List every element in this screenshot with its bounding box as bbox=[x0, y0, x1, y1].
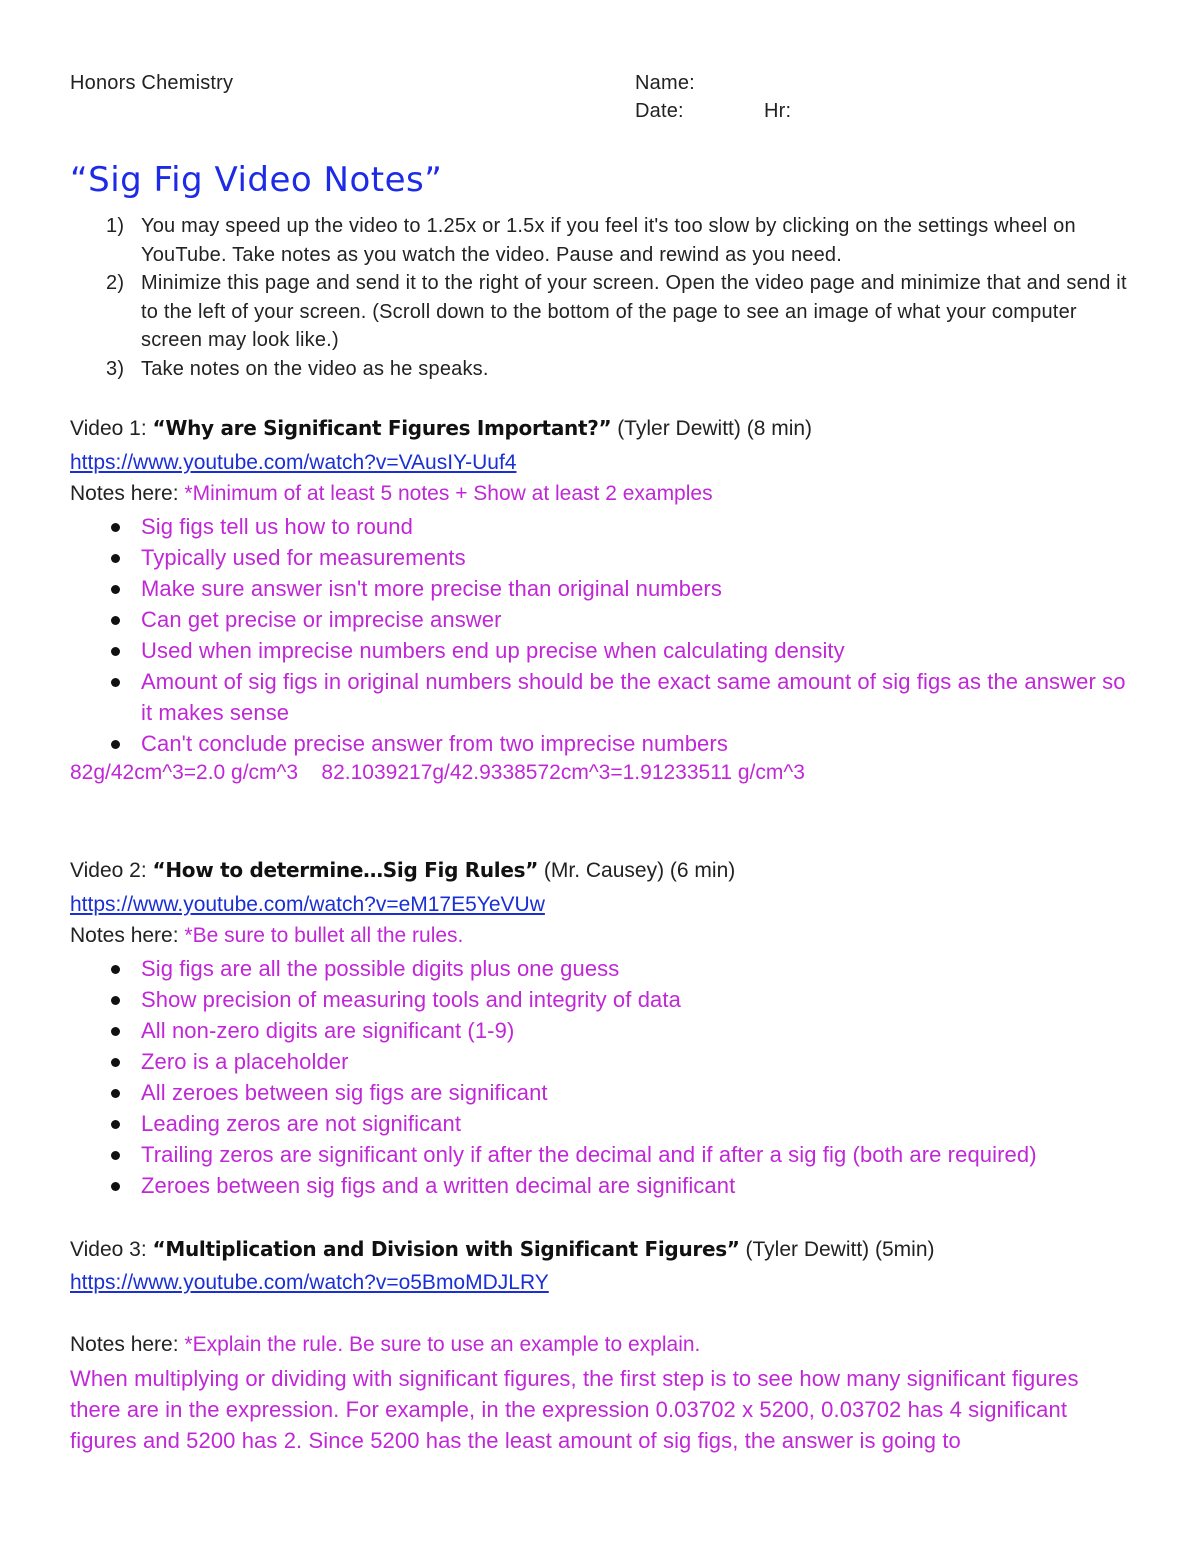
video2-credit: (Mr. Causey) (6 min) bbox=[538, 859, 736, 882]
video3-notes-header bbox=[70, 1333, 700, 1357]
instruction-text: Minimize this page and send it to the right of your screen. Open the video page and minimize that and send it to the left of your screen. (Scroll down to the bottom of the page to see an image of what your computer screen may look like.) bbox=[141, 272, 1127, 351]
list-item bbox=[70, 728, 1140, 759]
note-text: Sig figs tell us how to round bbox=[141, 514, 413, 539]
note-text: Typically used for measurements bbox=[141, 545, 466, 570]
bullet-icon bbox=[111, 1058, 120, 1067]
video2-notes-list bbox=[70, 953, 1140, 1201]
video3-link[interactable]: https://www.youtube.com/watch?v=o5BmoMDJLRY bbox=[70, 1271, 549, 1294]
video1-example: 82g/42cm^3=2.0 g/cm^3 82.1039217g/42.9338572cm^3=1.91233511 g/cm^3 bbox=[70, 761, 805, 784]
date-label: Date: bbox=[635, 100, 684, 122]
note-text: Sig figs are all the possible digits plus one guess bbox=[141, 956, 620, 981]
note-text: Make sure answer isn't more precise than original numbers bbox=[141, 576, 722, 601]
list-item bbox=[70, 511, 1140, 542]
video2-title: “How to determine…Sig Fig Rules” bbox=[152, 858, 539, 882]
bullet-icon bbox=[111, 585, 120, 594]
video2-prefix: Video 2: bbox=[70, 859, 153, 882]
bullet-icon bbox=[111, 965, 120, 974]
video2-link[interactable]: https://www.youtube.com/watch?v=eM17E5YeVUw bbox=[70, 893, 545, 916]
video1-notes-label: Notes here: bbox=[70, 482, 185, 505]
instruction-number: 3) bbox=[106, 357, 125, 380]
list-item bbox=[70, 1170, 1140, 1201]
bullet-icon bbox=[111, 1182, 120, 1191]
video3-heading bbox=[70, 1237, 935, 1262]
note-text: Leading zeros are not significant bbox=[141, 1111, 462, 1136]
instruction-item bbox=[70, 212, 1140, 269]
list-item bbox=[70, 542, 1140, 573]
instruction-item bbox=[70, 269, 1140, 355]
video2-notes-header bbox=[70, 924, 463, 948]
video1-credit: (Tyler Dewitt) (8 min) bbox=[611, 417, 813, 440]
video2-heading bbox=[70, 858, 735, 883]
list-item bbox=[70, 1015, 1140, 1046]
name-label: Name: bbox=[635, 72, 695, 94]
bullet-icon bbox=[111, 1120, 120, 1129]
video2-notes-label: Notes here: bbox=[70, 924, 185, 947]
video3-notes-paragraph: When multiplying or dividing with significant figures, the first step is to see how many significant figures there are in the expression. For example, in the expression 0.03702 x 5200, 0.03702 has 4 significant figures and 5200 has 2. Since 5200 has the least amount of sig figs, the answer is going to bbox=[70, 1366, 1079, 1453]
video2-notes-instruction: *Be sure to bullet all the rules. bbox=[184, 924, 464, 947]
bullet-icon bbox=[111, 1089, 120, 1098]
video1-heading bbox=[70, 416, 812, 441]
video1-link[interactable]: https://www.youtube.com/watch?v=VAusIY-Uuf4 bbox=[70, 451, 517, 474]
list-item bbox=[70, 953, 1140, 984]
instruction-number: 2) bbox=[106, 272, 125, 294]
instruction-text: You may speed up the video to 1.25x or 1.5x if you feel it's too slow by clicking on the settings wheel on YouTube. Take notes as you watch the video. Pause and rewind as you need. bbox=[141, 215, 1076, 266]
list-item bbox=[70, 1139, 1140, 1170]
list-item bbox=[70, 1108, 1140, 1139]
note-text: Zero is a placeholder bbox=[141, 1049, 349, 1074]
hr-label: Hr: bbox=[764, 100, 792, 122]
bullet-icon bbox=[111, 554, 120, 563]
bullet-icon bbox=[111, 996, 120, 1005]
instruction-text: Take notes on the video as he speaks. bbox=[141, 357, 489, 380]
list-item bbox=[70, 573, 1140, 604]
bullet-icon bbox=[111, 523, 120, 532]
video1-notes-instruction: *Minimum of at least 5 notes + Show at least 2 examples bbox=[184, 482, 713, 505]
instruction-item bbox=[70, 355, 1140, 384]
video1-notes-header bbox=[70, 482, 713, 506]
note-text: Used when imprecise numbers end up precise when calculating density bbox=[141, 638, 845, 663]
list-item bbox=[70, 604, 1140, 635]
course-name: Honors Chemistry bbox=[70, 72, 234, 94]
note-text: Can't conclude precise answer from two imprecise numbers bbox=[141, 731, 728, 756]
bullet-icon bbox=[111, 616, 120, 625]
note-text: All zeroes between sig figs are significant bbox=[141, 1080, 548, 1105]
bullet-icon bbox=[111, 678, 120, 687]
page-title: “Sig Fig Video Notes” bbox=[70, 160, 443, 200]
note-text: Show precision of measuring tools and integrity of data bbox=[141, 987, 681, 1012]
note-text: Trailing zeros are significant only if after the decimal and if after a sig fig (both are required) bbox=[141, 1142, 1037, 1167]
bullet-icon bbox=[111, 1027, 120, 1036]
list-item bbox=[70, 1046, 1140, 1077]
video1-title: “Why are Significant Figures Important?” bbox=[152, 416, 612, 440]
video1-prefix: Video 1: bbox=[70, 417, 153, 440]
list-item bbox=[70, 635, 1140, 666]
list-item bbox=[70, 666, 1140, 728]
note-text: All non-zero digits are significant (1-9) bbox=[141, 1018, 515, 1043]
list-item bbox=[70, 984, 1140, 1015]
note-text: Can get precise or imprecise answer bbox=[141, 607, 502, 632]
note-text: Zeroes between sig figs and a written decimal are significant bbox=[141, 1173, 736, 1198]
video3-credit: (Tyler Dewitt) (5min) bbox=[739, 1238, 935, 1261]
list-item bbox=[70, 1077, 1140, 1108]
note-text: Amount of sig figs in original numbers should be the exact same amount of sig figs as the answer so it makes sense bbox=[141, 669, 1126, 725]
video1-notes-list bbox=[70, 511, 1140, 759]
video3-prefix: Video 3: bbox=[70, 1238, 153, 1261]
bullet-icon bbox=[111, 647, 120, 656]
bullet-icon bbox=[111, 1151, 120, 1160]
video3-title: “Multiplication and Division with Significant Figures” bbox=[152, 1237, 740, 1261]
video3-notes-instruction: *Explain the rule. Be sure to use an example to explain. bbox=[184, 1333, 701, 1356]
video3-notes-label: Notes here: bbox=[70, 1333, 185, 1356]
instructions-list bbox=[70, 212, 1140, 383]
instruction-number: 1) bbox=[106, 215, 125, 237]
bullet-icon bbox=[111, 740, 120, 749]
